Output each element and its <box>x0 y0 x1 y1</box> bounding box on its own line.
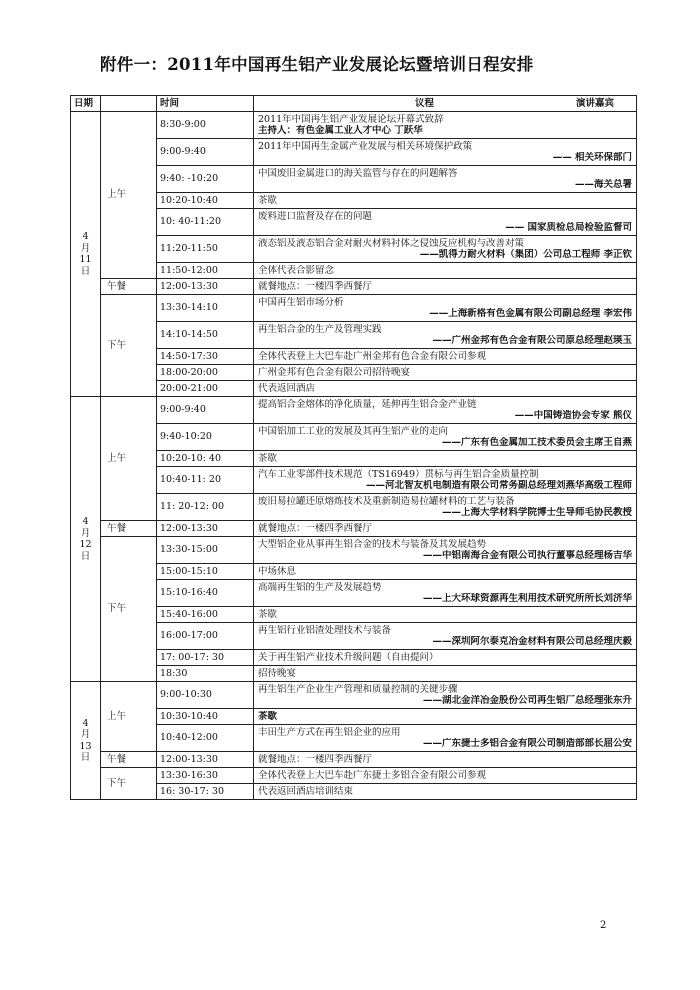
schedule-row <box>71 752 637 768</box>
agenda-cell <box>254 580 637 607</box>
agenda-cell <box>254 709 637 725</box>
speaker-line: ——上海新格有色金属有限公司副总经理 李宏伟 <box>429 308 632 319</box>
agenda-line: 茶歇 <box>258 710 278 722</box>
period-cell: 下午 <box>101 295 157 397</box>
agenda-cell <box>254 166 637 193</box>
agenda-line: 茶歇 <box>258 194 278 206</box>
time-cell: 15:00-15:10 <box>157 564 254 580</box>
agenda-cell <box>254 322 637 349</box>
schedule-table <box>70 95 637 800</box>
schedule-row <box>71 768 637 784</box>
time-cell: 10:30-10:40 <box>157 709 254 725</box>
agenda-cell <box>254 768 637 784</box>
agenda-cell <box>254 349 637 365</box>
period-cell: 上午 <box>101 682 157 752</box>
speaker-line: —— 相关环保部门 <box>552 152 632 163</box>
speaker-line: ——广州金邦有色合金有限公司原总经理赵瑛玉 <box>432 335 632 346</box>
time-cell: 10:40-12:00 <box>157 725 254 752</box>
time-cell: 12:00-13:30 <box>157 279 254 295</box>
agenda-line: 中国废旧金属进口的海关监管与存在的问题解答 <box>258 167 458 179</box>
agenda-cell <box>254 112 637 139</box>
time-cell: 16:00-17:00 <box>157 623 254 650</box>
time-cell: 18:30 <box>157 666 254 682</box>
speaker-line: ——深圳阿尔泰克冶金材料有限公司总经理庆毅 <box>432 636 632 647</box>
agenda-line: 就餐地点：一楼四季西餐厅 <box>258 522 373 534</box>
agenda-line: 汽车工业零部件技术规范（TS16949）贯标与再生铝合金质量控制 <box>258 468 539 480</box>
agenda-cell <box>254 451 637 467</box>
agenda-line: 招待晚宴 <box>258 667 297 679</box>
agenda-line: 中国再生铝市场分析 <box>258 296 344 308</box>
header-row <box>71 96 637 112</box>
agenda-line: 代表返回酒店培训结束 <box>258 785 354 797</box>
time-cell: 16: 30-17: 30 <box>157 784 254 800</box>
agenda-line: 关于再生铝产业技术升级问题（自由提问） <box>258 651 439 663</box>
time-cell: 12:00-13:30 <box>157 752 254 768</box>
speaker-line: ——凯得力耐火材料（集团）公司总工程师 李正钦 <box>419 249 632 260</box>
agenda-line: 高端再生铝的生产及发展趋势 <box>258 581 382 593</box>
speaker-line: ——湖北金洋冶金股份公司再生铝厂总经理张东升 <box>422 695 632 706</box>
agenda-line: 代表返回酒店 <box>258 382 316 394</box>
agenda-cell <box>254 279 637 295</box>
agenda-line: 再生铝行业铝渣处理技术与装备 <box>258 624 392 636</box>
agenda-line: 丰田生产方式在再生铝企业的应用 <box>258 726 401 738</box>
agenda-cell <box>254 365 637 381</box>
time-cell: 8:30-9:00 <box>157 112 254 139</box>
day-date-cell: 4 月 12 日 <box>71 397 101 682</box>
header-agenda-label: 议程 <box>414 97 434 109</box>
agenda-cell <box>254 263 637 279</box>
agenda-cell <box>254 236 637 263</box>
agenda-cell <box>254 623 637 650</box>
agenda-cell <box>254 725 637 752</box>
agenda-line: 2011年中国再生金属产业发展与相关环境保护政策 <box>258 140 473 152</box>
speaker-line: ——上海大学材料学院博士生导师毛协民教授 <box>441 507 632 518</box>
time-cell: 18:00-20:00 <box>157 365 254 381</box>
speaker-line: ——中铝南海合金有限公司执行董事总经理杨吉华 <box>422 550 632 561</box>
time-cell: 9:00-9:40 <box>157 139 254 166</box>
agenda-cell <box>254 467 637 494</box>
agenda-cell <box>254 564 637 580</box>
agenda-line: 全体代表合影留念 <box>258 264 335 276</box>
schedule-row <box>71 537 637 564</box>
agenda-line: 中场休息 <box>258 565 297 577</box>
agenda-line: 茶歇 <box>258 608 278 620</box>
time-cell: 10:40-11: 20 <box>157 467 254 494</box>
agenda-cell <box>254 209 637 236</box>
speaker-line: ——海关总署 <box>574 179 632 190</box>
agenda-line: 中国铝加工工业的发展及其再生铝产业的走向 <box>258 425 449 437</box>
period-cell: 下午 <box>101 768 157 800</box>
day-date-cell: 4 月 11 日 <box>71 112 101 397</box>
schedule-row <box>71 112 637 139</box>
header-speaker-label: 演讲嘉宾 <box>575 97 614 109</box>
host-line: 主持人：有色金属工业人才中心 丁跃华 <box>258 125 423 136</box>
agenda-line: 就餐地点：一楼四季西餐厅 <box>258 280 373 292</box>
agenda-line: 液态铝及液态铝合金对耐火材料衬体之侵蚀反应机构与改善对策 <box>258 237 525 249</box>
time-cell: 9:00-10:30 <box>157 682 254 709</box>
time-cell: 13:30-14:10 <box>157 295 254 322</box>
time-cell: 10: 40-11:20 <box>157 209 254 236</box>
speaker-line: ——上大环球资源再生利用技术研究所所长刘济华 <box>422 593 632 604</box>
agenda-cell <box>254 494 637 521</box>
speaker-line: ——广东捷士多铝合金有限公司制造部部长屈公安 <box>422 738 632 749</box>
agenda-line: 废旧易拉罐还原熔炼技术及重新制造易拉罐材料的工艺与装备 <box>258 495 515 507</box>
document-title: 附件一：2011年中国再生铝产业发展论坛暨培训日程安排 <box>100 55 534 74</box>
agenda-cell <box>254 521 637 537</box>
agenda-cell <box>254 752 637 768</box>
header-time: 时间 <box>157 96 254 112</box>
agenda-line: 2011年中国再生铝产业发展论坛开幕式致辞 <box>258 113 444 125</box>
speaker-line: ——中国铸造协会专家 熊仪 <box>514 410 632 421</box>
period-cell: 上午 <box>101 397 157 521</box>
agenda-cell <box>254 607 637 623</box>
time-cell: 20:00-21:00 <box>157 381 254 397</box>
agenda-line: 茶歇 <box>258 452 278 464</box>
time-cell: 9:00-9:40 <box>157 397 254 424</box>
time-cell: 13:30-15:00 <box>157 537 254 564</box>
schedule-row <box>71 279 637 295</box>
agenda-line: 就餐地点：一楼四季西餐厅 <box>258 753 373 765</box>
time-cell: 15:10-16:40 <box>157 580 254 607</box>
agenda-cell <box>254 650 637 666</box>
schedule-row <box>71 295 637 322</box>
period-cell: 上午 <box>101 112 157 279</box>
header-period <box>101 96 157 112</box>
agenda-line: 废料进口监督及存在的问题 <box>258 210 373 222</box>
time-cell: 14:10-14:50 <box>157 322 254 349</box>
time-cell: 9:40: -10:20 <box>157 166 254 193</box>
time-cell: 12:00-13:30 <box>157 521 254 537</box>
page-number: 2 <box>600 920 607 931</box>
time-cell: 17: 00-17: 30 <box>157 650 254 666</box>
agenda-line: 再生铝生产企业生产管理和质量控制的关键步骤 <box>258 683 458 695</box>
agenda-cell <box>254 397 637 424</box>
schedule-row <box>71 682 637 709</box>
period-cell: 午餐 <box>101 279 157 295</box>
agenda-line: 再生铝合金的生产及管理实践 <box>258 323 382 335</box>
agenda-cell <box>254 139 637 166</box>
agenda-cell <box>254 537 637 564</box>
agenda-line: 全体代表登上大巴车赴广州金邦有色合金有限公司参观 <box>258 350 487 362</box>
speaker-line: ——广东有色金属加工技术委员会主席王自燕 <box>441 437 632 448</box>
header-date: 日期 <box>71 96 101 112</box>
time-cell: 10:20-10: 40 <box>157 451 254 467</box>
agenda-cell <box>254 784 637 800</box>
period-cell: 午餐 <box>101 752 157 768</box>
agenda-cell <box>254 295 637 322</box>
day-date-cell: 4 月 13 日 <box>71 682 101 800</box>
time-cell: 11:20-11:50 <box>157 236 254 263</box>
agenda-cell <box>254 381 637 397</box>
time-cell: 11: 20-12: 00 <box>157 494 254 521</box>
schedule-row <box>71 397 637 424</box>
agenda-line: 大型铝企业从事再生铝合金的技术与装备及其发展趋势 <box>258 538 487 550</box>
speaker-line: —— 国家质检总局检验监督司 <box>505 222 632 233</box>
agenda-cell <box>254 193 637 209</box>
agenda-cell <box>254 682 637 709</box>
speaker-line: ——河北智友机电制造有限公司常务副总经理刘燕华高级工程师 <box>365 480 632 491</box>
time-cell: 11:50-12:00 <box>157 263 254 279</box>
schedule-row <box>71 521 637 537</box>
period-cell: 午餐 <box>101 521 157 537</box>
time-cell: 14:50-17:30 <box>157 349 254 365</box>
header-agenda <box>254 96 637 112</box>
time-cell: 10:20-10:40 <box>157 193 254 209</box>
agenda-line: 全体代表登上大巴车赴广东捷士多铝合金有限公司参观 <box>258 769 487 781</box>
time-cell: 15:40-16:00 <box>157 607 254 623</box>
agenda-cell <box>254 666 637 682</box>
time-cell: 9:40-10:20 <box>157 424 254 451</box>
agenda-line: 提高铝合金熔体的净化质量，延伸再生铝合金产业链 <box>258 398 477 410</box>
period-cell: 下午 <box>101 537 157 682</box>
agenda-line: 广州金邦有色合金有限公司招待晚宴 <box>258 366 411 378</box>
agenda-cell <box>254 424 637 451</box>
time-cell: 13:30-16:30 <box>157 768 254 784</box>
